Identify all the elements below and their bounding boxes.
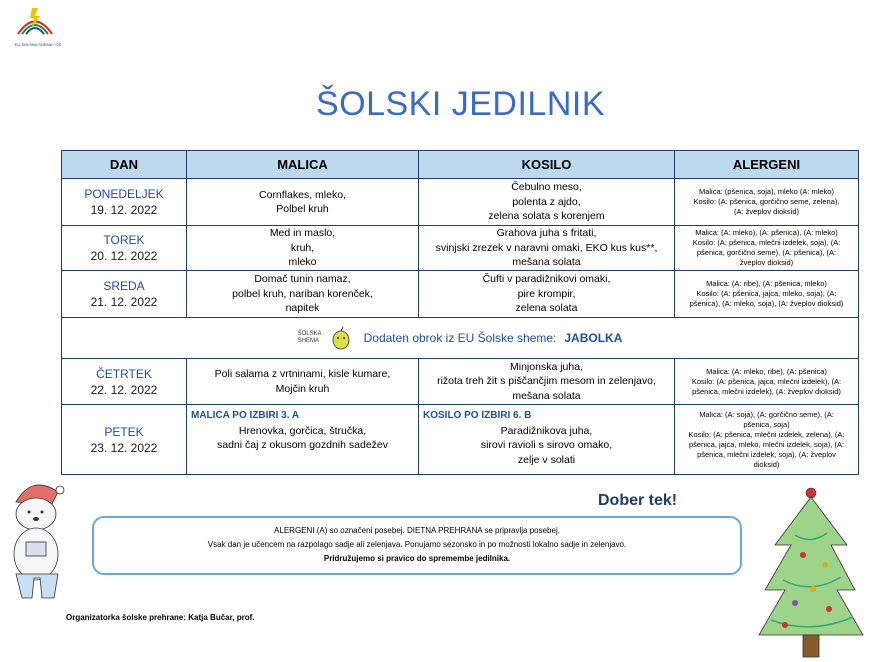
- day-date: 23. 12. 2022: [90, 440, 158, 455]
- meal-line: zelje v solati: [517, 453, 576, 466]
- meal-line: napitek: [285, 302, 320, 315]
- header-alergeni: ALERGENI: [675, 151, 859, 179]
- day-date: 22. 12. 2022: [90, 382, 158, 397]
- eu-scheme-banner-row: [62, 318, 859, 359]
- school-logo: [8, 4, 62, 50]
- malica-cell: [187, 359, 419, 405]
- banner-highlight: JABOLKA: [564, 331, 623, 345]
- menu-table: [61, 150, 859, 475]
- kosilo-cell: [419, 226, 675, 271]
- christmas-tree-icon: [755, 485, 867, 662]
- allergen-line: (A: žveplov dioksid): [733, 207, 800, 216]
- meal-line: polenta z ajdo,: [512, 195, 581, 208]
- allergen-line: Kosilo: (A: pšenica, jajca, mlečni izdelek), (A:: [691, 376, 842, 386]
- meal-line: zelena solata: [515, 302, 578, 315]
- christmas-bear-icon: [2, 474, 74, 604]
- note-line: ALERGENI (A) so označeni posebej. DIETNA PREHRANA se pripravlja posebej.: [274, 526, 560, 535]
- meal-line: svinjski zrezek v naravni omaki, EKO kus kus**,: [435, 241, 658, 254]
- day-cell: [62, 226, 187, 271]
- day-name: SREDA: [103, 279, 145, 293]
- table-header-row: [62, 151, 859, 179]
- eu-scheme-logo: [298, 325, 356, 351]
- table-row: [62, 271, 859, 318]
- meal-line: rižota treh žit s piščančjim mesom in zelenjavo,: [437, 375, 656, 388]
- meal-line: polbel kruh, nariban korenček,: [232, 287, 373, 300]
- malica-cell: [187, 405, 419, 475]
- header-malica: MALICA: [187, 151, 419, 179]
- logo-text: EU ŠOLSKA SHEMA / OŠ: [14, 42, 62, 47]
- day-name: TOREK: [103, 233, 145, 247]
- alergeni-cell: [675, 179, 859, 226]
- allergen-line: Kosilo: (A: pšenica, gorčično seme, zelena),: [693, 197, 840, 206]
- meal-line: Čebulno meso,: [511, 181, 582, 194]
- eu-scheme-banner: [62, 318, 859, 359]
- note-line: Pridružujemo si pravico do spremembe jedilnika.: [323, 554, 511, 563]
- page-title: ŠOLSKI JEDILNIK: [315, 85, 606, 123]
- table-row: [62, 405, 859, 475]
- allergen-line: Malica: (A: soja), (A: gorčično seme), (A:: [699, 409, 834, 419]
- eu-scheme-logo-text: ŠOLSKA SHEMA: [297, 331, 322, 344]
- day-cell: [62, 179, 187, 226]
- meal-line: sadni čaj z okusom gozdnih sadežev: [216, 439, 388, 451]
- meal-line: Polbel kruh: [276, 203, 329, 215]
- malica-choice-label: MALICA PO IZBIRI 3. A: [191, 410, 300, 421]
- allergen-line: pšenica, mlečni izdelek), (A: žveplov dioksid): [692, 386, 841, 396]
- allergen-line: Kosilo: (A: pšenica, mlečni izdelek, zelena), (A:: [688, 429, 845, 439]
- malica-cell: [187, 179, 419, 226]
- allergen-line: pšenica, soja): [743, 419, 790, 429]
- allergen-line: Kosilo: (A: pšenica, mlečni izdelek, soja), (A:: [692, 238, 841, 247]
- meal-line: Domač tunin namaz,: [254, 273, 351, 286]
- kosilo-cell: [419, 179, 675, 226]
- note-line: Vsak dan je učencem na razpolago sadje ali zelenjava. Ponujamo sezonsko in po možnosti lokalno sadje in zelenjavo.: [207, 540, 627, 549]
- kosilo-choice-label: KOSILO PO IZBIRI 6. B: [423, 410, 532, 421]
- meal-line: Grahova juha s fritati,: [496, 227, 597, 240]
- meal-line: mleko: [288, 256, 317, 269]
- kosilo-cell: [419, 405, 675, 475]
- kosilo-cell: [419, 359, 675, 405]
- meal-line: sirovi ravioli s sirovo omako,: [480, 439, 613, 451]
- allergen-line: pšenica), (A: mleko, soja), (A: žveplov dioksid): [689, 299, 844, 308]
- allergen-line: Malica: (A: mleko), (A: pšenica), (A: mleko): [695, 228, 838, 237]
- allergen-line: pšenica, jajca, mleko, mlečni izdelek, soja), (A:: [688, 439, 845, 449]
- day-cell: [62, 405, 187, 475]
- meal-line: Hrenovka, gorčica, štručka,: [238, 424, 367, 437]
- allergen-line: Malica: (pšenica, soja), mleko (A: mleko): [698, 187, 835, 196]
- banner-text: Dodaten obrok iz EU Šolske sheme:: [363, 331, 557, 345]
- day-date: 21. 12. 2022: [90, 295, 158, 309]
- kosilo-cell: [419, 271, 675, 318]
- header-kosilo: KOSILO: [419, 151, 675, 179]
- meal-line: mešana solata: [512, 389, 581, 402]
- allergen-line: Kosilo: (A: pšenica, jajca, mleko, soja), (A:: [696, 289, 837, 298]
- alergeni-cell: [675, 405, 859, 475]
- day-date: 19. 12. 2022: [90, 203, 158, 217]
- alergeni-cell: [675, 271, 859, 318]
- meal-line: Paradižnikova juha,: [500, 424, 593, 437]
- apple-figure-icon: [326, 325, 356, 351]
- allergen-line: Malica: (A: ribe), (A: pšenica, mleko): [706, 279, 827, 288]
- day-name: PETEK: [104, 424, 144, 439]
- meal-line: Mojčin kruh: [275, 382, 330, 395]
- header-dan: DAN: [62, 151, 187, 179]
- allergen-line: dioksid): [753, 459, 780, 469]
- meal-line: Minjonska juha,: [510, 360, 583, 373]
- dober-tek-text: Dober tek!: [598, 492, 678, 509]
- meal-line: pire krompir,: [517, 287, 576, 300]
- allergen-line: pšenica, gorčično seme), (A: pšenica), (A:: [696, 248, 837, 257]
- allergen-line: žveplov dioksid): [739, 258, 794, 267]
- footer-organizer: Organizatorka šolske prehrane: Katja Bučar, prof.: [66, 613, 255, 622]
- alergeni-cell: [675, 359, 859, 405]
- day-name: ČETRTEK: [96, 366, 152, 381]
- allergen-line: pšenica, mlečni izdelek, soja), (A: žveplov: [697, 449, 836, 459]
- malica-cell: [187, 271, 419, 318]
- alergeni-cell: [675, 226, 859, 271]
- meal-line: Cornflakes, mleko,: [259, 188, 346, 201]
- meal-line: Čufti v paradižnikovi omaki,: [482, 273, 611, 286]
- allergen-line: Malica: (A: mleko, ribe), (A: pšenica): [706, 366, 827, 376]
- meal-line: zelena solata s korenjem: [488, 210, 605, 223]
- malica-cell: [187, 226, 419, 271]
- meal-line: Poli salama z vrtninami, kisle kumare,: [214, 368, 391, 380]
- day-name: PONEDELJEK: [84, 187, 164, 201]
- meal-line: kruh,: [290, 241, 315, 254]
- table-row: [62, 359, 859, 405]
- meal-line: mešana solata: [512, 256, 581, 269]
- day-cell: [62, 359, 187, 405]
- info-note-box: [92, 516, 742, 575]
- meal-line: Med in maslo,: [269, 227, 336, 240]
- table-row: [62, 226, 859, 271]
- day-cell: [62, 271, 187, 318]
- day-date: 20. 12. 2022: [90, 249, 158, 263]
- table-row: [62, 179, 859, 226]
